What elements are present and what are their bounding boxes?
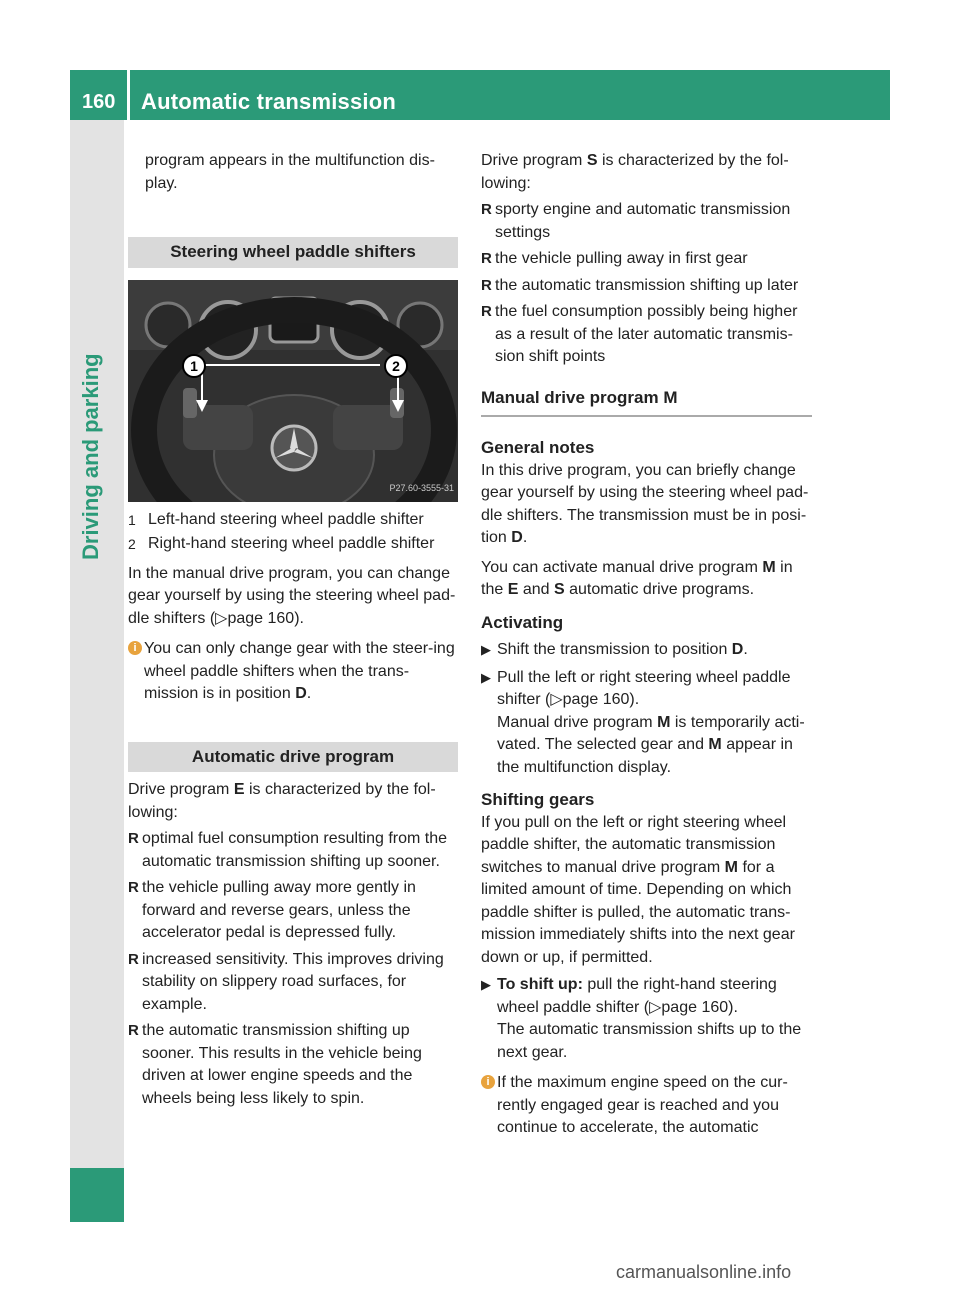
- list-item-text: increased sensitivity. This improves driving stability on slippery road surfaces, for example.: [142, 950, 444, 1013]
- list-item: [481, 275, 812, 298]
- list-item: [481, 301, 812, 369]
- bullet-icon: R: [128, 830, 139, 847]
- chapter-side-tab: [70, 120, 124, 1222]
- general-2-e: E: [507, 581, 519, 598]
- activate-step-2: [481, 667, 812, 780]
- drive-e-intro: [128, 779, 458, 824]
- triangle-right-icon: ▷: [649, 998, 662, 1016]
- list-item-text: the fuel consumption possibly being higher as a result of the later automatic transmis-sion shift points: [495, 303, 798, 365]
- list-item: [481, 199, 812, 244]
- callout-1: 1: [190, 357, 198, 374]
- general-1-text: In this drive program, you can briefly change gear yourself by using the steering wheel pad-dle shifters. The transmission must be in posi-tion: [481, 461, 809, 546]
- general-2-a: You can activate manual drive program: [481, 558, 758, 576]
- page-title: Automatic transmission: [141, 89, 397, 114]
- act-result-m2: M: [708, 736, 722, 753]
- legend-1-marker: 1: [128, 511, 136, 528]
- step-arrow-icon: ▶: [481, 669, 491, 685]
- list-item-text: the automatic transmission shifting up later: [495, 276, 799, 294]
- bullet-icon: R: [481, 276, 492, 294]
- general-1-end: .: [522, 529, 528, 546]
- shifting-gears-heading: Shifting gears: [481, 790, 595, 809]
- drive-s-list: [481, 199, 812, 369]
- list-item: [481, 248, 812, 271]
- drive-s-intro: [481, 150, 812, 195]
- info-1-position: D: [295, 685, 307, 702]
- info-icon: i: [481, 1075, 495, 1089]
- act-result-pre: Manual drive program: [497, 713, 653, 731]
- list-item-text: optimal fuel consumption resulting from the automatic transmission shifting up sooner.: [142, 830, 448, 870]
- drive-s-pre: Drive program: [481, 152, 583, 169]
- list-item-text: the vehicle pulling away more gently in forward and reverse gears, unless the accelerator pedal is depressed fully.: [142, 879, 416, 941]
- bullet-icon: R: [481, 201, 492, 218]
- general-2-d: automatic drive programs.: [569, 581, 755, 598]
- drive-e-pre: Drive program: [128, 781, 230, 798]
- act-step-2-text: Pull the left or right steering wheel paddle shifter (: [497, 668, 791, 708]
- drive-e-post: is characterized by the fol-lowing:: [128, 781, 436, 821]
- legend-2-marker: 2: [128, 536, 136, 552]
- step-arrow-icon: ▶: [481, 642, 491, 657]
- chapter-label-wrap: [78, 353, 118, 561]
- shift-up-label: To shift up:: [497, 976, 583, 993]
- activate-result: [497, 712, 812, 780]
- activating-heading: Activating: [481, 612, 564, 632]
- callout-2: 2: [392, 357, 400, 374]
- info-note-1: [128, 638, 458, 706]
- bullet-icon: R: [481, 303, 492, 320]
- general-notes-para-1: [481, 460, 812, 550]
- general-2-c: and: [522, 581, 550, 598]
- triangle-right-icon: ▷: [550, 691, 563, 708]
- act-step-1-end: .: [743, 641, 748, 658]
- step-arrow-icon: ▶: [481, 977, 491, 992]
- list-item: [128, 877, 458, 945]
- chapter-label: Driving and parking: [78, 353, 103, 560]
- watermark: carmanualsonline.info: [616, 1262, 792, 1282]
- act-result-post: appear in the multifunction display.: [497, 736, 793, 776]
- page-header: [70, 70, 890, 120]
- right-column: [481, 150, 812, 1140]
- general-notes-heading: General notes: [481, 438, 595, 457]
- triangle-right-icon: ▷: [215, 609, 228, 627]
- figure-code: P27.60-3555-31: [389, 483, 454, 493]
- page-reference[interactable]: page 160).: [562, 691, 640, 708]
- section-manual-drive-heading: Manual drive program M: [481, 387, 812, 418]
- legend-2-text: Right-hand steering wheel paddle shifter: [148, 535, 435, 552]
- info-icon: i: [128, 641, 142, 655]
- shift-up-text: pull the right-hand steering wheel paddle shifter (: [497, 976, 777, 1016]
- general-notes-para-2: [481, 557, 812, 602]
- act-step-1-position: D: [731, 641, 744, 658]
- page-reference[interactable]: page 160).: [661, 998, 738, 1016]
- bullet-icon: R: [128, 1022, 139, 1039]
- act-step-1-text: Shift the transmission to position: [497, 641, 728, 658]
- legend-item-1: [128, 509, 458, 532]
- page-number: 160: [82, 91, 116, 113]
- list-item-text: the vehicle pulling away in first gear: [495, 250, 748, 267]
- list-item: [128, 1020, 458, 1110]
- paddle-paragraph: [128, 563, 458, 631]
- steering-wheel-illustration: [128, 280, 458, 502]
- list-item: [128, 949, 458, 1017]
- shifting-paragraph: [481, 812, 812, 970]
- info-1-text: You can only change gear with the steer-ing wheel paddle shifters when the trans-mission is in position: [144, 640, 455, 702]
- page-reference[interactable]: page 160).: [227, 609, 304, 627]
- general-2-m: M: [762, 558, 776, 576]
- info-1-end: .: [306, 685, 312, 702]
- drive-s-post: is characterized by the fol-lowing:: [481, 152, 789, 192]
- list-item-text: sporty engine and automatic transmission settings: [495, 201, 791, 241]
- bullet-icon: R: [128, 950, 139, 968]
- shifting-pre: If you pull on the left or right steering wheel paddle shifter, the automatic transmission switches to manual drive program: [481, 813, 787, 876]
- list-item-text: the automatic transmission shifting up sooner. This results in the vehicle being driven at lower engine speeds and the wheels being less likely to spin.: [142, 1022, 422, 1107]
- section-automatic-drive-heading: Automatic drive program: [128, 742, 458, 773]
- legend-item-2: [128, 533, 458, 556]
- left-column: [128, 150, 458, 1114]
- bullet-icon: R: [128, 879, 139, 896]
- steering-wheel-photo: [128, 280, 458, 502]
- act-result-mid: is temporarily acti-vated. The selected gear and: [497, 713, 805, 753]
- shifting-m: M: [724, 858, 738, 876]
- intro-text: program appears in the multifunction dis-play.: [145, 152, 435, 192]
- general-2-s: S: [553, 581, 565, 598]
- shift-up-step: [481, 974, 812, 1064]
- act-result-m: M: [657, 713, 671, 731]
- list-item: [128, 828, 458, 873]
- general-1-position: D: [511, 529, 523, 546]
- activate-step-1: [481, 639, 812, 662]
- info-2-text: If the maximum engine speed on the cur-rently engaged gear is reached and you continue to accelerate, the automatic: [497, 1074, 788, 1136]
- legend-1-text: Left-hand steering wheel paddle shifter: [148, 510, 424, 528]
- section-paddle-shifters-heading: Steering wheel paddle shifters: [128, 237, 458, 268]
- drive-s-letter: S: [586, 152, 598, 169]
- info-note-2: [481, 1072, 812, 1140]
- paddle-paragraph-text: In the manual drive program, you can change gear yourself by using the steering wheel pad-dle shifters (: [128, 564, 456, 627]
- bullet-icon: R: [481, 250, 492, 267]
- header-divider: [127, 70, 130, 120]
- shifting-post: for a limited amount of time. Depending on which paddle shifter is pulled, the automatic trans-mission immediately shifts into the next gear down or up, if permitted.: [481, 858, 795, 966]
- general-2-b: in the: [481, 558, 793, 598]
- chapter-marker: [70, 1168, 124, 1222]
- shift-up-result: The automatic transmission shifts up to the next gear.: [497, 1021, 802, 1061]
- drive-e-letter: E: [233, 781, 245, 798]
- drive-e-list: [128, 828, 458, 1110]
